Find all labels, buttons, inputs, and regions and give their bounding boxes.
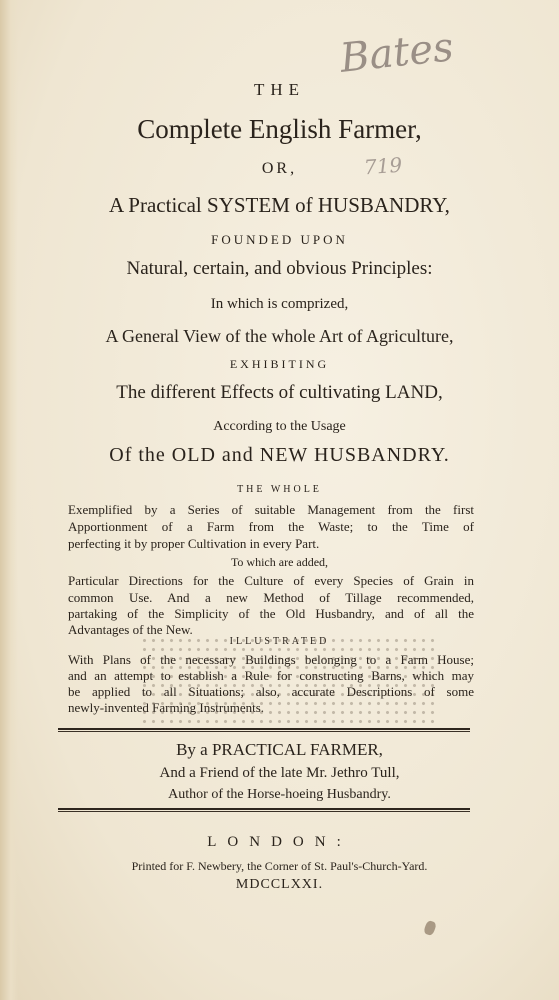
exhibiting-line: EXHIBITING (229, 357, 330, 371)
author-by: By a PRACTICAL FARMER, (176, 740, 383, 759)
author-friend: And a Friend of the late Mr. Jethro Tull, (159, 765, 400, 781)
subtitle: A Practical SYSTEM of HUSBANDRY, (109, 193, 450, 217)
plans-line-2: and an attempt to establish a Rule for constructing Barns, which may (68, 668, 474, 683)
plans-line-4: newly-invented Farming Instruments. (68, 700, 265, 715)
rule-lower-thin (58, 811, 470, 812)
imprint-city: LONDON: (207, 834, 352, 850)
plans-line-1: With Plans of the necessary Buildings belonging to a Farm House; (68, 652, 474, 667)
usage-line: According to the Usage (213, 419, 346, 434)
rule-upper (58, 728, 470, 730)
illustrated-line: ILLUSTRATED (229, 636, 330, 647)
directions-line-1: Particular Directions for the Culture of every Species of Grain in (68, 573, 474, 588)
added-line: To which are added, (230, 555, 329, 569)
founded-upon: FOUNDED UPON (211, 232, 348, 247)
ink-stain (423, 920, 437, 937)
old-new-husbandry: Of the OLD and NEW HUSBANDRY. (109, 444, 450, 466)
imprint-printer: Printed for F. Newbery, the Corner of St. Paul's-Church-Yard. (131, 859, 428, 873)
main-title: Complete English Farmer, (137, 114, 422, 144)
general-view-line: A General View of the whole Art of Agriculture, (105, 326, 454, 346)
directions-line-3: partaking of the Simplicity of the Old Husbandry, and of all the (68, 606, 474, 621)
directions-line-2: common Use. And a new Method of Tillage recommended, (68, 590, 474, 605)
effects-line: The different Effects of cultivating LAND, (116, 382, 443, 403)
rule-lower (58, 808, 470, 810)
imprint-date: MDCCLXXI. (235, 877, 324, 892)
handwritten-shelfmark: 719 (363, 152, 403, 180)
exemplified-line-1: Exemplified by a Series of suitable Management from the first (68, 502, 474, 517)
directions-line-4: Advantages of the New. (68, 622, 193, 637)
title-the: THE (253, 80, 306, 99)
plans-line-3: be applied to all Situations; also, accurate Descriptions of some (68, 684, 474, 699)
rule-upper-thin (58, 731, 470, 732)
wormhole-damage (140, 636, 440, 726)
principles-line: Natural, certain, and obvious Principles: (126, 258, 433, 279)
the-whole: THE WHOLE (237, 484, 322, 495)
comprized-line: In which is comprized, (210, 296, 349, 312)
title-or: OR, (261, 160, 298, 177)
handwritten-inscription: Bates (337, 24, 456, 82)
exemplified-line-3: perfecting it by proper Cultivation in every Part. (68, 536, 320, 551)
author-of: Author of the Horse-hoeing Husbandry. (168, 787, 391, 802)
exemplified-line-2: Apportionment of a Farm from the Waste; to the Time of (68, 519, 474, 534)
page-gutter (0, 0, 18, 1000)
